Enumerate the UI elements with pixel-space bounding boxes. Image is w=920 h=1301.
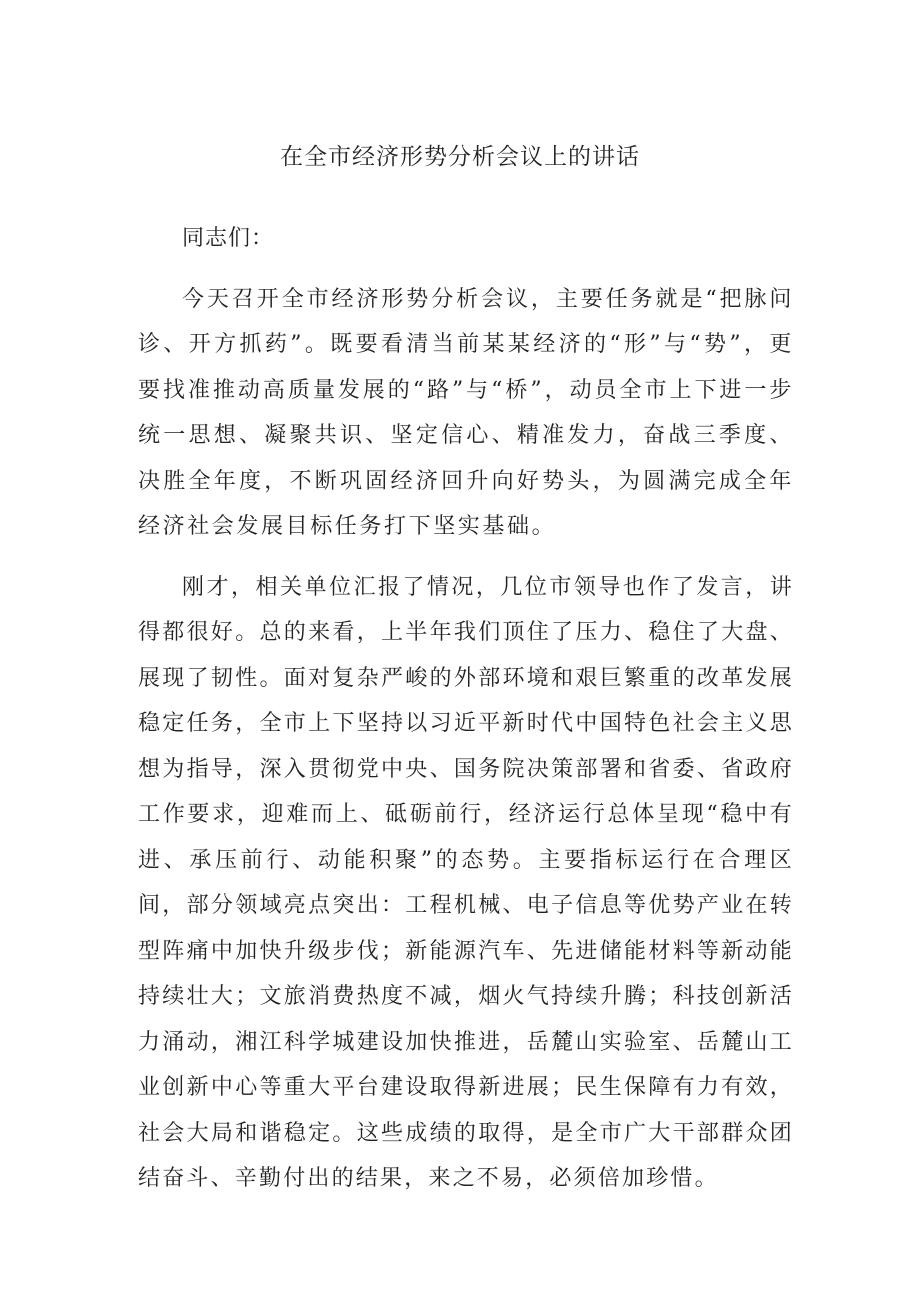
document-title: 在全市经济形势分析会议上的讲话 — [280, 144, 640, 170]
document-body — [138, 216, 794, 1202]
paragraph-review: 刚才，相关单位汇报了情况，几位市领导也作了发言，讲得都很好。总的来看，上半年我们顶住了压力、稳住了大盘、展现了韧性。面对复杂严峻的外部环境和艰巨繁重的改革发展稳定任务，全市上下坚持以习近平新时代中国特色社会主义思想为指导，深入贯彻党中央、国务院决策部署和省委、省政府工作要求，迎难而上、砥砺前行，经济运行总体呈现“稳中有进、承压前行、动能积聚”的态势。主要指标运行在合理区间，部分领域亮点突出：工程机械、电子信息等优势产业在转型阵痛中加快升级步伐；新能源汽车、先进储能材料等新动能持续壮大；文旅消费热度不减，烟火气持续升腾；科技创新活力涌动，湘江科学城建设加快推进，岳麓山实验室、岳麓山工业创新中心等重大平台建设取得新进展；民生保障有力有效，社会大局和谐稳定。这些成绩的取得，是全市广大干部群众团结奋斗、辛勤付出的结果，来之不易，必须倍加珍惜。 — [138, 574, 794, 1191]
paragraph-opening: 今天召开全市经济形势分析会议，主要任务就是“把脉问诊、开方抓药”。既要看清当前某某经济的“形”与“势”，更要找准推动高质量发展的“路”与“桥”，动员全市上下进一步统一思想、凝聚共识、坚定信心、精准发力，奋战三季度、决胜全年度，不断巩固经济回升向好势头，为圆满完成全年经济社会发展目标任务打下坚实基础。 — [138, 286, 794, 539]
salutation: 同志们： — [182, 226, 275, 251]
